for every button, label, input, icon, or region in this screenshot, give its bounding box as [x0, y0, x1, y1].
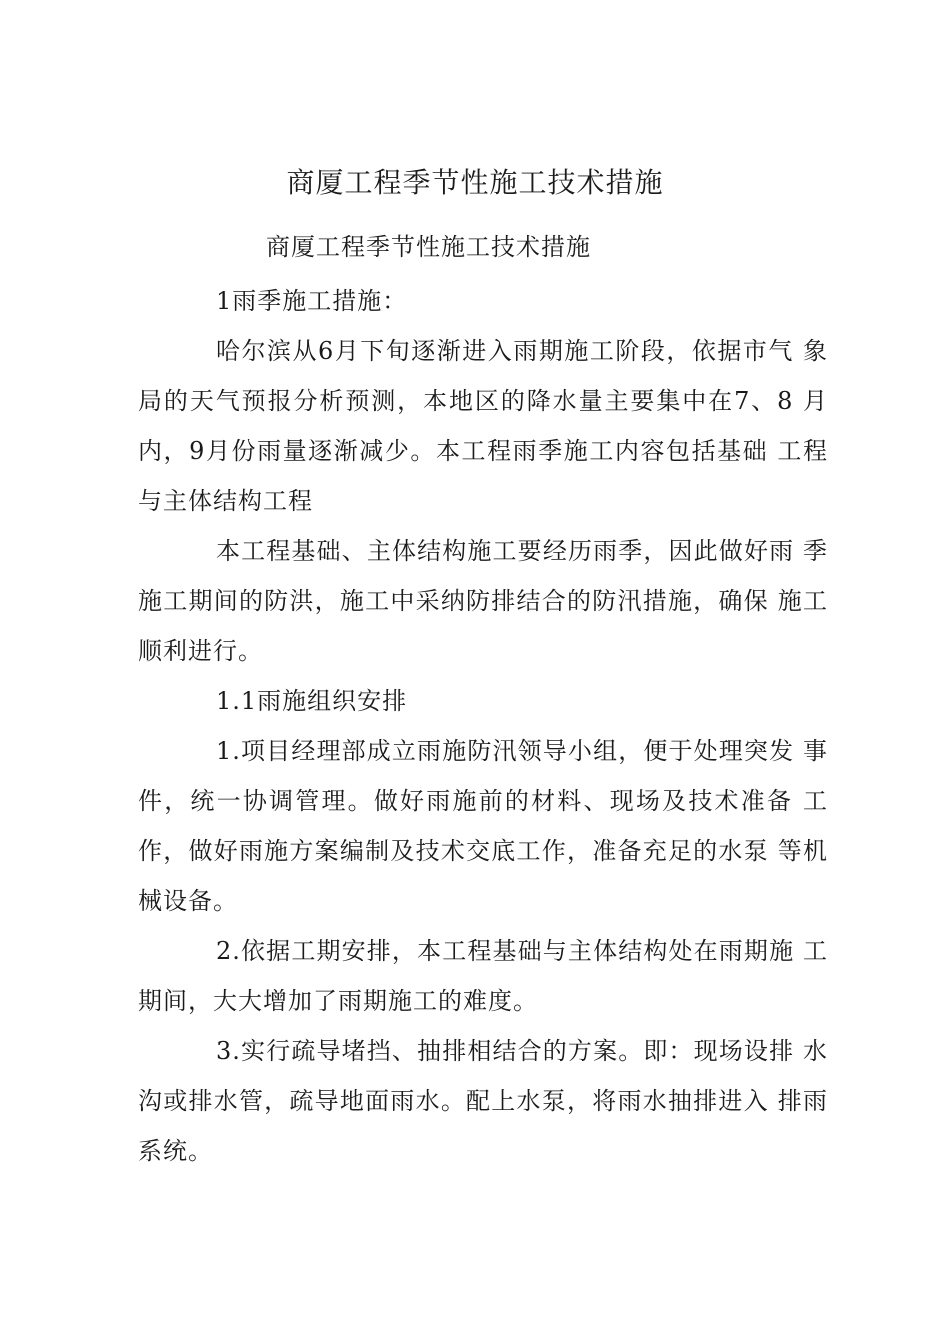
document-title: 商厦工程季节性施工技术措施 [286, 166, 664, 199]
document-body [138, 276, 828, 1176]
document-subtitle: 商厦工程季节性施工技术措施 [266, 233, 591, 261]
list-item-schedule: 2.依据工期安排，本工程基础与主体结构处在雨期施 工期间，大大增加了雨期施工的难度。 [138, 937, 828, 1015]
section-heading-rainy-season: 1雨季施工措施： [216, 287, 408, 315]
paragraph-flood-prevention: 本工程基础、主体结构施工要经历雨季，因此做好雨 季施工期间的防洪，施工中采纳防排结合的防汛措施，确保 施工顺利进行。 [138, 537, 828, 665]
list-item-drainage-plan: 3.实行疏导堵挡、抽排相结合的方案。即：现场设排 水沟或排水管，疏导地面雨水。配上水泵，将雨水抽排进入 排雨系统。 [138, 1037, 828, 1165]
section-heading-organization: 1.1雨施组织安排 [216, 687, 408, 715]
paragraph-rainy-period-overview: 哈尔滨从6月下旬逐渐进入雨期施工阶段，依据市气 象局的天气预报分析预测，本地区的降水量主要集中在7、8 月内，9月份雨量逐渐减少。本工程雨季施工内容包括基础 工程与主体结构工程 [138, 337, 828, 515]
list-item-leadership-group: 1.项目经理部成立雨施防汛领导小组，便于处理突发 事件，统一协调管理。做好雨施前的材料、现场及技术准备 工作，做好雨施方案编制及技术交底工作，准备充足的水泵 等机械设备。 [138, 737, 828, 915]
